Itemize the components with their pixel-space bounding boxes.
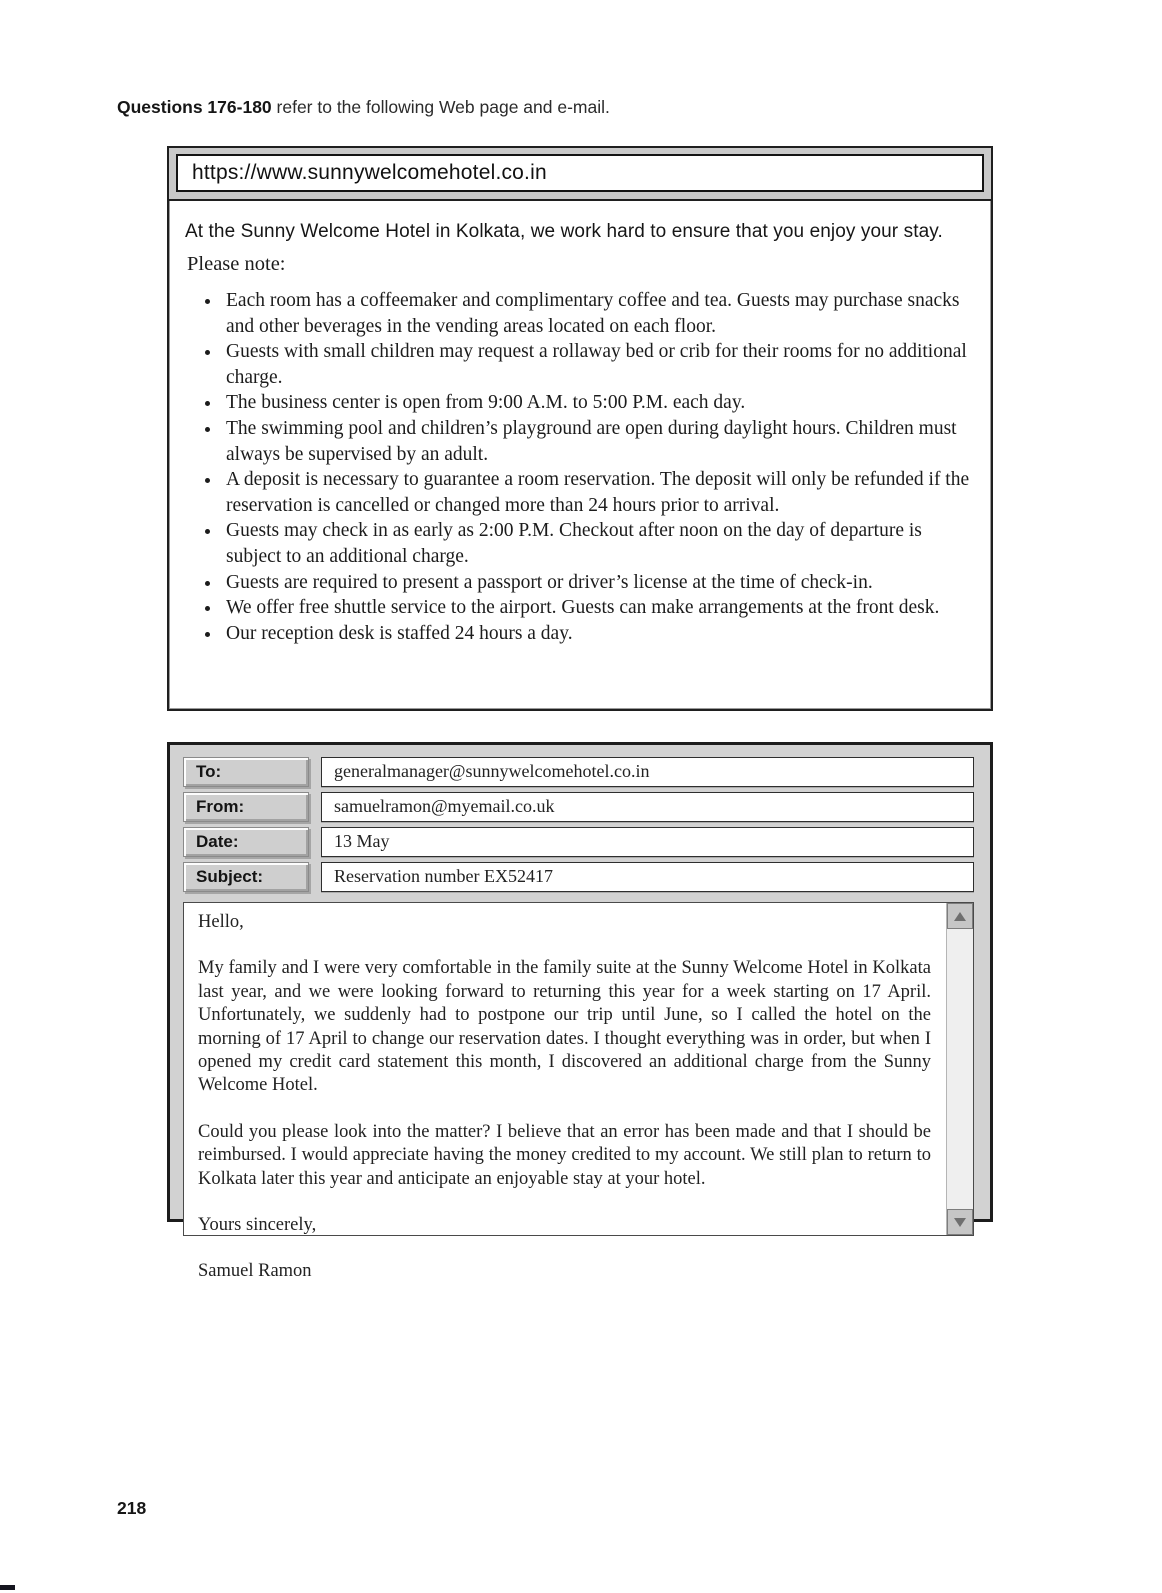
print-corner-mark — [0, 1585, 15, 1590]
web-page-panel — [167, 146, 993, 711]
subject-label: Subject: — [183, 862, 309, 892]
list-item: • Guests are required to present a passport or driver’s license at the time of check-in. — [222, 570, 973, 596]
date-field[interactable]: 13 May — [321, 827, 974, 857]
list-item: • The swimming pool and children’s playground are open during daylight hours. Children must always be supervised by an adult. — [222, 416, 973, 467]
email-paragraph: Could you please look into the matter? I believe that an error has been made and that I should be reimbursed. I would appreciate having the money credited to my account. We still plan to return to Kolkata later this year and anticipate an enjoyable stay at your hotel. — [198, 1121, 931, 1189]
from-field[interactable]: samuelramon@myemail.co.uk — [321, 792, 974, 822]
browser-chrome — [169, 148, 991, 201]
arrow-up-icon — [954, 912, 966, 921]
hotel-intro-text: At the Sunny Welcome Hotel in Kolkata, we work hard to ensure that you enjoy your stay. — [185, 221, 943, 242]
question-range: Questions 176-180 — [117, 97, 272, 117]
email-closing: Yours sincerely, — [198, 1215, 317, 1236]
list-item: • We offer free shuttle service to the airport. Guests can make arrangements at the front desk. — [222, 595, 973, 621]
list-item: • Guests with small children may request a rollaway bed or crib for their rooms for no additional charge. — [222, 339, 973, 390]
please-note-label: Please note: — [187, 253, 286, 275]
to-label: To: — [183, 757, 309, 787]
email-greeting: Hello, — [198, 912, 244, 932]
to-field[interactable]: generalmanager@sunnywelcomehotel.co.in — [321, 757, 974, 787]
scroll-up-button[interactable] — [947, 903, 973, 929]
from-label: From: — [183, 792, 309, 822]
email-body — [183, 902, 974, 1282]
email-body-text — [184, 903, 973, 1284]
email-paragraph: My family and I were very comfortable in the family suite at the Sunny Welcome Hotel in Kolkata last year, and we were looking forward to returning this year for a week starting on 17 April. Unfortunately, we suddenly had to postpone our trip until June, so I called the hotel on the morning of 17 April to change our reservation dates. I thought everything was in order, but when I opened my credit card statement this month, I discovered an additional charge from the Sunny Welcome Hotel. — [198, 958, 931, 1096]
arrow-down-icon — [954, 1218, 966, 1227]
email-header-row — [183, 862, 974, 892]
email-header-row — [183, 757, 974, 787]
address-bar[interactable]: https://www.sunnywelcomehotel.co.in — [176, 154, 984, 192]
page-number: 218 — [117, 1498, 147, 1518]
list-item: • The business center is open from 9:00 A.M. to 5:00 P.M. each day. — [222, 390, 973, 416]
email-header-row — [183, 827, 974, 857]
list-item: • Guests may check in as early as 2:00 P.M. Checkout after noon on the day of departure is subject to an additional charge. — [222, 518, 973, 569]
email-panel — [167, 742, 993, 1282]
list-item: • Our reception desk is staffed 24 hours a day. — [222, 621, 973, 647]
email-header-row — [183, 792, 974, 822]
list-item: • Each room has a coffeemaker and complimentary coffee and tea. Guests may purchase snacks and other beverages in the vending areas located on each floor. — [222, 288, 973, 339]
heading-text: refer to the following Web page and e-mail. — [271, 97, 610, 117]
list-item: • A deposit is necessary to guarantee a room reservation. The deposit will only be refunded if the reservation is cancelled or changed more than 24 hours prior to arrival. — [222, 467, 973, 518]
date-label: Date: — [183, 827, 309, 857]
web-page-content — [169, 201, 991, 646]
scrollbar[interactable] — [946, 903, 973, 1235]
question-range-heading — [117, 97, 610, 118]
scroll-down-button[interactable] — [947, 1209, 973, 1235]
email-signature: Samuel Ramon — [198, 1261, 312, 1282]
hotel-policy-list — [185, 288, 973, 646]
subject-field[interactable]: Reservation number EX52417 — [321, 862, 974, 892]
